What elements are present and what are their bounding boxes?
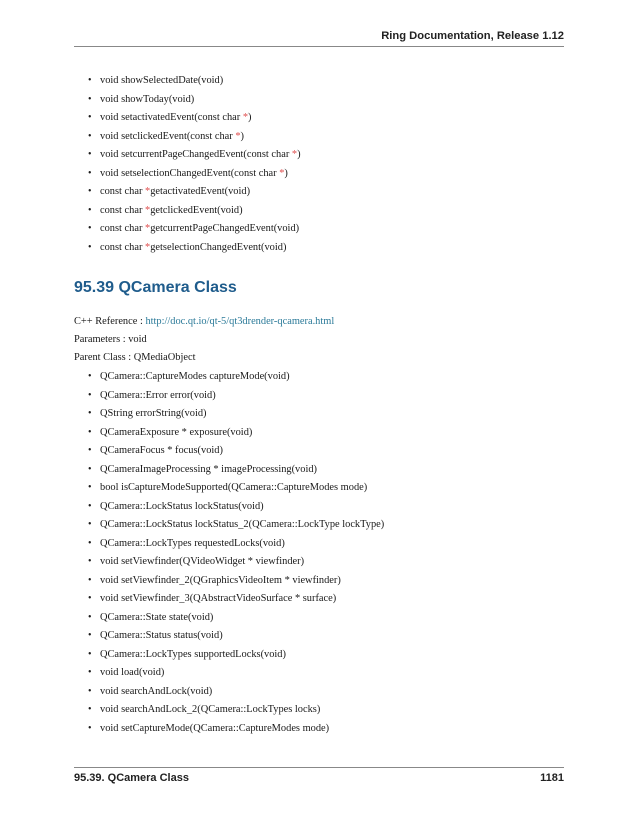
list-item: • QCamera::LockStatus lockStatus(void) (88, 501, 384, 520)
calendar-method-list (88, 75, 301, 260)
list-item: • void setCaptureMode(QCamera::CaptureModes mode) (88, 723, 384, 742)
parameters-line: Parameters : void (74, 334, 147, 345)
list-item: • QCamera::CaptureModes captureMode(void) (88, 371, 384, 390)
list-item: • QCamera::LockTypes requestedLocks(void) (88, 538, 384, 557)
qcamera-method-list (88, 371, 384, 741)
list-item: • void setselectionChangedEvent(const char *) (88, 168, 301, 187)
list-item: • void setViewfinder_2(QGraphicsVideoItem * viewfinder) (88, 575, 384, 594)
list-item: • void setViewfinder(QVideoWidget * viewfinder) (88, 556, 384, 575)
list-item: • QString errorString(void) (88, 408, 384, 427)
list-item: • const char *getactivatedEvent(void) (88, 186, 301, 205)
footer-section-title: 95.39. QCamera Class (74, 772, 189, 784)
footer-divider (74, 767, 564, 768)
list-item: • const char *getclickedEvent(void) (88, 205, 301, 224)
list-item: • void setclickedEvent(const char *) (88, 131, 301, 150)
list-item: • QCameraExposure * exposure(void) (88, 427, 384, 446)
section-heading: 95.39 QCamera Class (74, 279, 237, 296)
cpp-reference: C++ Reference : http://doc.qt.io/qt-5/qt3drender-qcamera.html (74, 316, 335, 327)
list-item: • QCameraFocus * focus(void) (88, 445, 384, 464)
reference-link[interactable]: http://doc.qt.io/qt-5/qt3drender-qcamera.html (145, 316, 335, 327)
list-item: • const char *getcurrentPageChangedEvent(void) (88, 223, 301, 242)
page-header: Ring Documentation, Release 1.12 (381, 30, 564, 42)
list-item: • QCamera::Status status(void) (88, 630, 384, 649)
list-item: • QCamera::LockTypes supportedLocks(void) (88, 649, 384, 668)
list-item: • void searchAndLock_2(QCamera::LockTypes locks) (88, 704, 384, 723)
list-item: • void setcurrentPageChangedEvent(const char *) (88, 149, 301, 168)
list-item: • QCameraImageProcessing * imageProcessing(void) (88, 464, 384, 483)
list-item: • void setViewfinder_3(QAbstractVideoSurface * surface) (88, 593, 384, 612)
list-item: • QCamera::LockStatus lockStatus_2(QCamera::LockType lockType) (88, 519, 384, 538)
list-item: • bool isCaptureModeSupported(QCamera::CaptureModes mode) (88, 482, 384, 501)
list-item: • void setactivatedEvent(const char *) (88, 112, 301, 131)
list-item: • QCamera::Error error(void) (88, 390, 384, 409)
list-item: • void searchAndLock(void) (88, 686, 384, 705)
list-item: • void showToday(void) (88, 94, 301, 113)
page-number: 1181 (540, 772, 564, 784)
list-item: • void load(void) (88, 667, 384, 686)
list-item: • void showSelectedDate(void) (88, 75, 301, 94)
list-item: • QCamera::State state(void) (88, 612, 384, 631)
parent-class-line: Parent Class : QMediaObject (74, 352, 196, 363)
header-divider (74, 46, 564, 47)
list-item: • const char *getselectionChangedEvent(void) (88, 242, 301, 261)
